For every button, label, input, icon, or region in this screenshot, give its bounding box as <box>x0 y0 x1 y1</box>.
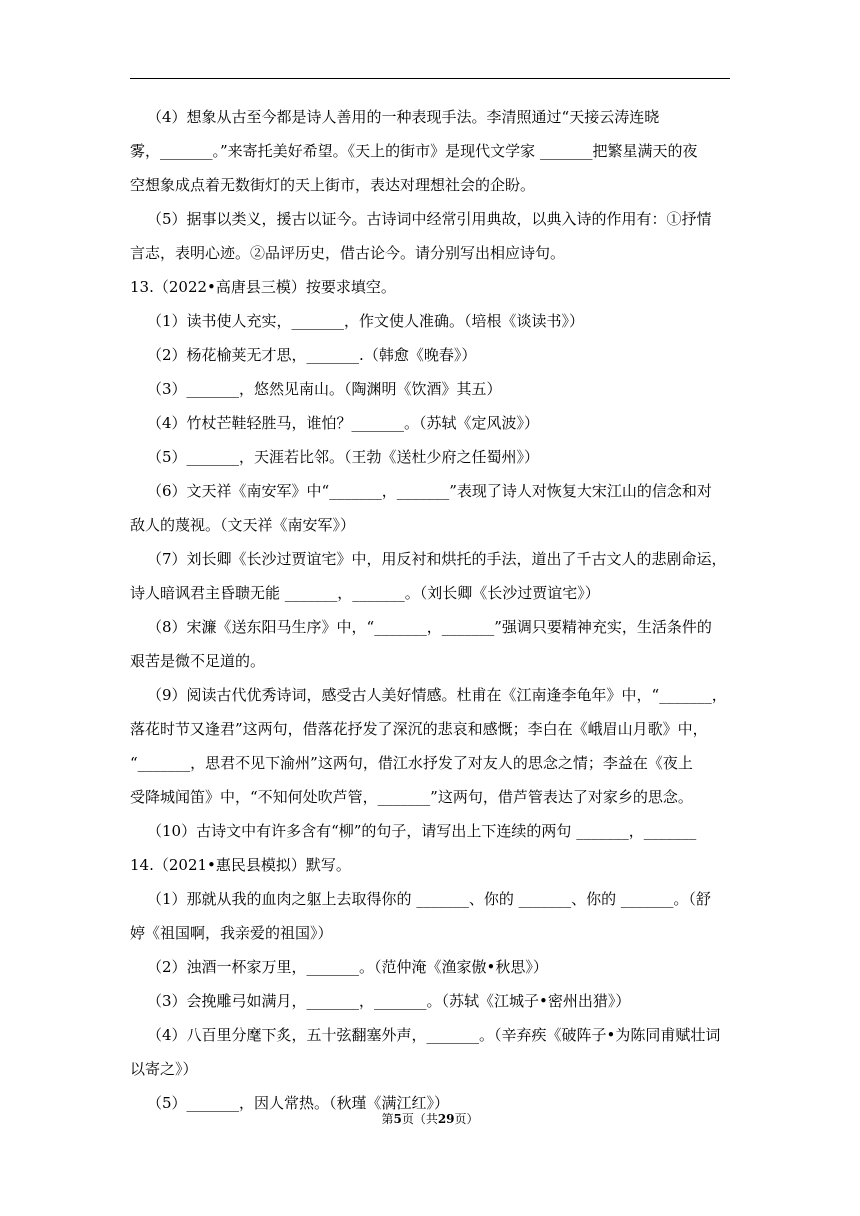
text-line: 言志，表明心迹。②品评历史，借古论今。请分别写出相应诗句。 <box>130 244 566 262</box>
text-line: （5）_______，因人常热。（秋瑾《满江红》） <box>147 1094 450 1112</box>
text-line: （4）想象从古至今都是诗人善用的一种表现手法。李清照通过“天接云涛连晓 <box>147 108 660 126</box>
text-line: 艰苦是微不足道的。 <box>130 652 266 670</box>
text-line: （3）_______，悠然见南山。（陶渊明《饮酒》其五） <box>147 380 502 398</box>
question-heading: 14.（2021•惠民县模拟）默写。 <box>130 856 351 874</box>
document-body <box>130 100 730 1120</box>
text-line: 空想象成点着无数街灯的天上街市，表达对理想社会的企盼。 <box>130 176 536 194</box>
page-total: 29 <box>437 1112 455 1126</box>
text-line: （3）会挽雕弓如满月，_______，_______。（苏轼《江城子•密州出猎》） <box>147 992 631 1010</box>
footer-middle: 页（共 <box>401 1112 438 1126</box>
footer-prefix: 第 <box>381 1112 394 1126</box>
text-line: （2）浊酒一杯家万里，_______。（范仲淹《渔家傲•秋思》） <box>147 958 548 976</box>
text-line: 婷《祖国啊，我亲爱的祖国》） <box>130 924 333 942</box>
text-line: （9）阅读古代优秀诗词，感受古人美好情感。杜甫在《江南逢李龟年》中，“_______， <box>147 686 727 704</box>
footer-suffix: 页） <box>454 1112 479 1126</box>
text-line: “_______，思君不见下渝州”这两句，借江水抒发了对友人的思念之情；李益在《夜上 <box>130 754 693 772</box>
text-line: （7）刘长卿《长沙过贾谊宅》中，用反衬和烘托的手法，道出了千古文人的悲剧命运， <box>147 550 727 568</box>
text-line: （1）读书使人充实，_______，作文使人准确。（培根《谈读书》） <box>147 312 585 330</box>
text-line: （6）文天祥《南安军》中“_______，_______”表现了诗人对恢复大宋江山的信念和对 <box>147 482 712 500</box>
text-line: 以寄之》） <box>130 1060 198 1078</box>
text-line: （8）宋濂《送东阳马生序》中，“_______，_______”强调只要精神充实，生活条件的 <box>147 618 712 636</box>
text-line: （5）_______，天涯若比邻。（王勃《送杜少府之任蜀州》） <box>147 448 540 466</box>
text-line: （4）八百里分麾下炙，五十弦翻塞外声，_______。（辛弃疾《破阵子•为陈同甫赋壮词 <box>147 1026 721 1044</box>
text-line: 受降城闻笛》中，“不知何处吹芦管，_______”这两句，借芦管表达了对家乡的思念。 <box>130 788 693 806</box>
text-line: 雾，_______。”来寄托美好希望。《天上的街市》是现代文学家 _______把繁星满天的夜 <box>130 142 698 160</box>
text-line: 落花时节又逢君”这两句，借落花抒发了深沉的悲哀和感慨；李白在《峨眉山月歌》中， <box>130 720 708 738</box>
page-number: 5 <box>393 1112 402 1126</box>
text-line: （5）据事以类义，援古以证今。古诗词中经常引用典故，以典入诗的作用有：①抒情 <box>147 210 712 228</box>
text-line: 敌人的蔑视。（文天祥《南安军》） <box>130 516 356 534</box>
question-heading: 13.（2022•高唐县三模）按要求填空。 <box>130 278 396 296</box>
text-line: （1）那就从我的血肉之躯上去取得你的 _______、你的 _______、你的 _______。（舒 <box>147 890 711 908</box>
header-rule <box>130 78 730 79</box>
page-footer <box>0 1111 860 1127</box>
text-line: 诗人暗讽君主昏聩无能 _______，_______。（刘长卿《长沙过贾谊宅》） <box>130 584 600 602</box>
text-line: （10）古诗文中有许多含有“柳”的句子，请写出上下连续的两句 _______，_______ <box>147 822 697 840</box>
text-line: （4）竹杖芒鞋轻胜马，谁怕？_______。（苏轼《定风波》） <box>147 414 540 432</box>
text-line: （2）杨花榆荚无才思，_______.（韩愈《晚春》） <box>147 346 477 364</box>
